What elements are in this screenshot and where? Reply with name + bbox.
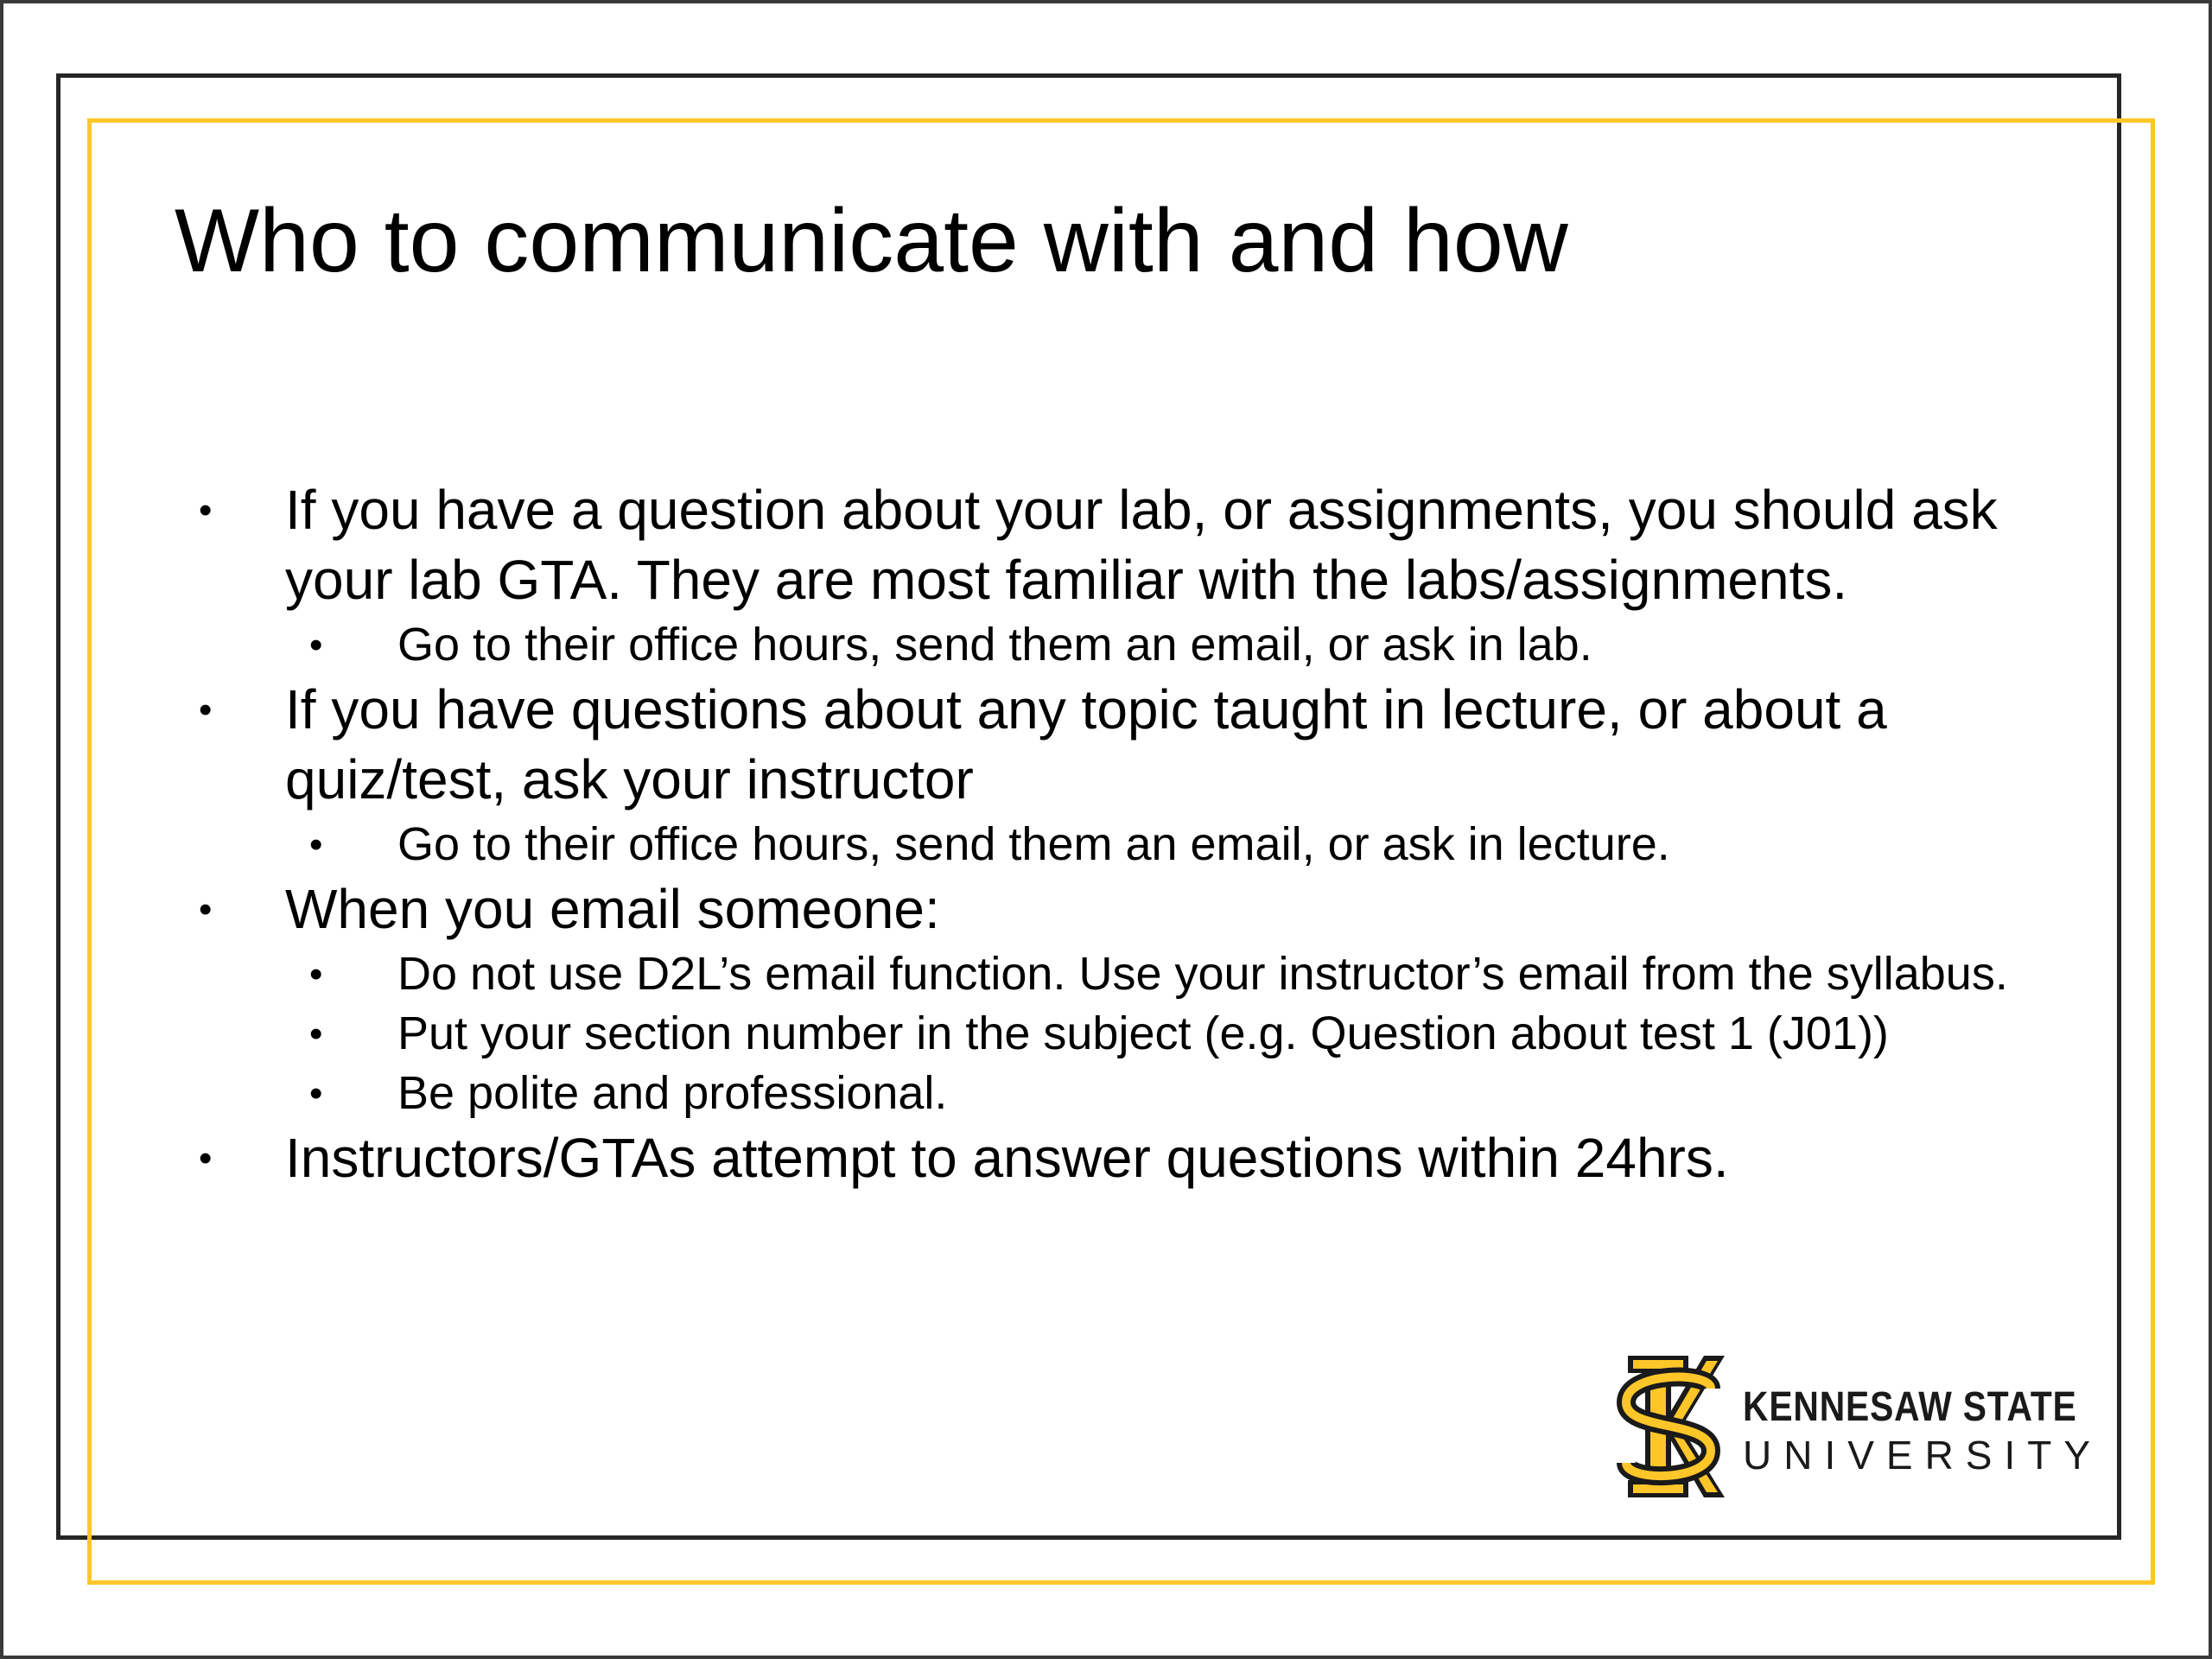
bullet-text: Instructors/GTAs attempt to answer questions within 24hrs.	[285, 1127, 1729, 1189]
sub-bullet-text: Put your section number in the subject (e.g. Question about test 1 (J01))	[397, 1007, 1889, 1059]
bullet-icon: •	[309, 953, 323, 995]
sub-bullet-text: Go to their office hours, send them an email, or ask in lecture.	[397, 818, 1670, 870]
bullet-text: When you email someone:	[285, 878, 940, 940]
bullet-icon: •	[199, 1137, 213, 1179]
ksu-logo	[1609, 1352, 2103, 1508]
sub-bullet-item	[199, 944, 2048, 1004]
bullet-item-lecture-questions	[199, 675, 2048, 815]
bullet-icon: •	[199, 689, 213, 731]
sub-bullet-item	[199, 615, 2048, 675]
bullet-item-lab-questions	[199, 475, 2048, 615]
sub-bullet-item	[199, 1064, 2048, 1123]
sub-bullet-item	[199, 815, 2048, 874]
bullet-item-response-time	[199, 1123, 2048, 1193]
ksu-logo-mark-icon	[1609, 1352, 1728, 1501]
bullet-text: If you have questions about any topic taught in lecture, or about a quiz/test, ask your instructor	[285, 678, 1887, 810]
slide-title: Who to communicate with and how	[175, 191, 1568, 291]
bullet-icon: •	[199, 489, 213, 531]
bullet-list	[199, 475, 2048, 1193]
bullet-icon: •	[309, 624, 323, 666]
ksu-logo-name: KENNESAW STATE	[1743, 1384, 2077, 1430]
bullet-item-email	[199, 874, 2048, 944]
sub-bullet-item	[199, 1004, 2048, 1064]
bullet-icon: •	[309, 1072, 323, 1115]
sub-bullet-text: Go to their office hours, send them an email, or ask in lab.	[397, 619, 1592, 671]
bullet-text: If you have a question about your lab, or assignments, you should ask your lab GTA. They are most familiar with the labs/assignments.	[285, 479, 1998, 611]
bullet-icon: •	[309, 823, 323, 866]
bullet-icon: •	[199, 888, 213, 931]
ksu-logo-subtitle: UNIVERSITY	[1743, 1433, 2103, 1478]
sub-bullet-text: Be polite and professional.	[397, 1067, 948, 1119]
bullet-icon: •	[309, 1013, 323, 1055]
sub-bullet-text: Do not use D2L’s email function. Use your instructor’s email from the syllabus.	[397, 948, 2008, 1000]
